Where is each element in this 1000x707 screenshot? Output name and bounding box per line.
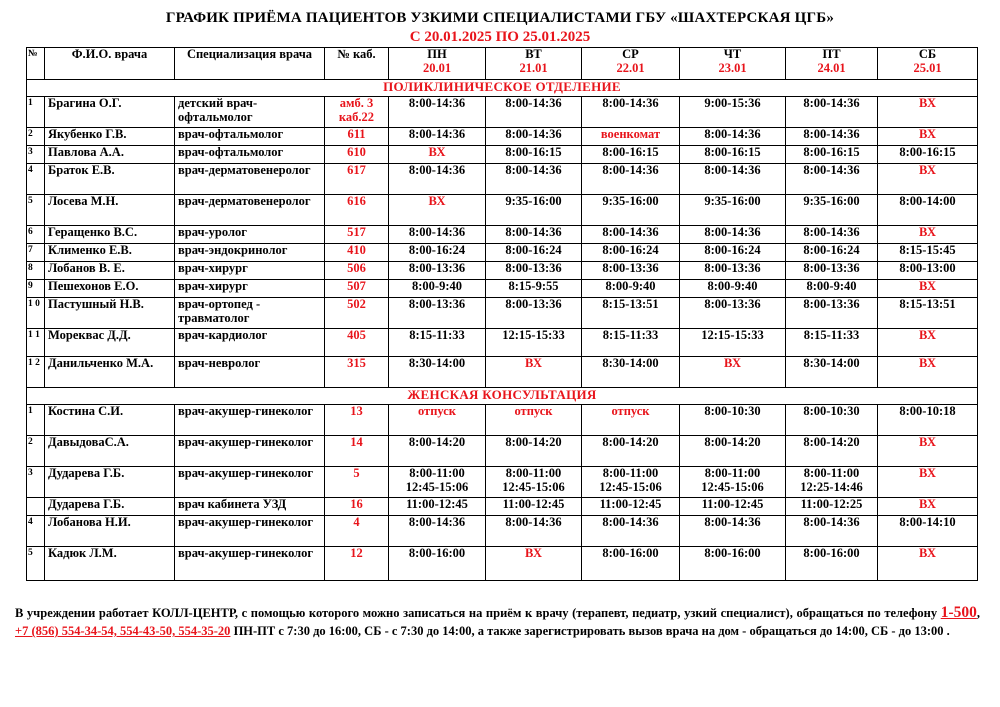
schedule-cell: 8:00-14:36 bbox=[786, 164, 878, 195]
row-number: 1 bbox=[27, 405, 45, 436]
room-number: 4 bbox=[325, 516, 389, 547]
schedule-cell: 8:15-15:45 bbox=[878, 244, 978, 262]
schedule-cell: военкомат bbox=[582, 128, 680, 146]
short-phone-number: 1-500 bbox=[940, 604, 977, 621]
room-number: 616 bbox=[325, 195, 389, 226]
schedule-cell: 8:00-16:24 bbox=[786, 244, 878, 262]
row-number: 9 bbox=[27, 280, 45, 298]
table-row bbox=[27, 280, 978, 298]
schedule-cell: 8:15-9:55 bbox=[486, 280, 582, 298]
schedule-cell: 8:30-14:00 bbox=[786, 357, 878, 388]
table-row bbox=[27, 498, 978, 516]
schedule-cell: 8:00-13:36 bbox=[680, 298, 786, 329]
schedule-cell: 8:00-14:36 bbox=[389, 97, 486, 128]
row-number: 5 bbox=[27, 195, 45, 226]
schedule-cell: 8:00-13:36 bbox=[389, 262, 486, 280]
doctor-name: ДавыдоваС.А. bbox=[45, 436, 175, 467]
schedule-cell: 8:30-14:00 bbox=[389, 357, 486, 388]
table-row bbox=[27, 97, 978, 128]
schedule-cell: 8:00-14:36 bbox=[389, 516, 486, 547]
schedule-cell: ВХ bbox=[878, 128, 978, 146]
schedule-cell: 8:15-11:33 bbox=[582, 329, 680, 357]
table-row bbox=[27, 164, 978, 195]
schedule-cell: 8:00-9:40 bbox=[680, 280, 786, 298]
row-number: 1 1 bbox=[27, 329, 45, 357]
schedule-cell: 8:00-13:36 bbox=[786, 262, 878, 280]
schedule-cell: 8:15-11:33 bbox=[786, 329, 878, 357]
doctor-name: Кадюк Л.М. bbox=[45, 547, 175, 581]
doctor-name: Лобанова Н.И. bbox=[45, 516, 175, 547]
row-number: 4 bbox=[27, 516, 45, 547]
schedule-cell: 8:00-14:36 bbox=[486, 164, 582, 195]
doctor-name: Данильченко М.А. bbox=[45, 357, 175, 388]
doctor-name: Браток Е.В. bbox=[45, 164, 175, 195]
doctor-name: Дударева Г.Б. bbox=[45, 467, 175, 498]
schedule-cell: отпуск bbox=[389, 405, 486, 436]
section-header-row bbox=[27, 388, 978, 405]
schedule-cell: 8:00-14:36 bbox=[786, 97, 878, 128]
doctor-specialization: врач-уролог bbox=[175, 226, 325, 244]
schedule-cell: 8:00-14:36 bbox=[389, 164, 486, 195]
header-spec: Специализация врача bbox=[175, 48, 325, 80]
table-row bbox=[27, 547, 978, 581]
schedule-cell: 8:00-14:36 bbox=[582, 226, 680, 244]
schedule-cell: 11:00-12:45 bbox=[389, 498, 486, 516]
row-number: 1 2 bbox=[27, 357, 45, 388]
schedule-cell: ВХ bbox=[389, 195, 486, 226]
schedule-cell: ВХ bbox=[878, 280, 978, 298]
schedule-cell: 8:00-11:00 12:45-15:06 bbox=[680, 467, 786, 498]
doctor-name: Лосева М.Н. bbox=[45, 195, 175, 226]
doctor-specialization: врач-акушер-гинеколог bbox=[175, 547, 325, 581]
schedule-cell: 9:00-15:36 bbox=[680, 97, 786, 128]
header-num: № bbox=[27, 48, 45, 80]
room-number: 16 bbox=[325, 498, 389, 516]
room-number: 405 bbox=[325, 329, 389, 357]
schedule-cell: 8:00-14:36 bbox=[486, 516, 582, 547]
room-number: 410 bbox=[325, 244, 389, 262]
schedule-cell: 11:00-12:45 bbox=[582, 498, 680, 516]
doctor-specialization: детский врач-офтальмолог bbox=[175, 97, 325, 128]
schedule-cell: 8:00-16:24 bbox=[582, 244, 680, 262]
doctor-specialization: врач-дерматовенеролог bbox=[175, 195, 325, 226]
row-number: 3 bbox=[27, 146, 45, 164]
doctor-name: Костина С.И. bbox=[45, 405, 175, 436]
schedule-cell: отпуск bbox=[486, 405, 582, 436]
room-number: амб. 3 каб.22 bbox=[325, 97, 389, 128]
schedule-cell: 8:00-13:36 bbox=[680, 262, 786, 280]
row-number: 3 bbox=[27, 467, 45, 498]
schedule-cell: 8:00-10:30 bbox=[680, 405, 786, 436]
schedule-cell: 8:00-16:15 bbox=[878, 146, 978, 164]
doctor-specialization: врач-эндокринолог bbox=[175, 244, 325, 262]
header-day-fri: ПТ 24.01 bbox=[786, 48, 878, 80]
schedule-cell: 8:15-11:33 bbox=[389, 329, 486, 357]
doctor-name: Якубенко Г.В. bbox=[45, 128, 175, 146]
table-row bbox=[27, 262, 978, 280]
schedule-cell: 8:00-9:40 bbox=[786, 280, 878, 298]
schedule-cell: 8:00-14:00 bbox=[878, 195, 978, 226]
row-number: 6 bbox=[27, 226, 45, 244]
schedule-cell: 8:00-16:00 bbox=[680, 547, 786, 581]
schedule-cell: 8:00-16:15 bbox=[582, 146, 680, 164]
schedule-cell: ВХ bbox=[486, 547, 582, 581]
table-row bbox=[27, 467, 978, 498]
row-number: 4 bbox=[27, 164, 45, 195]
schedule-body bbox=[27, 80, 978, 581]
doctor-specialization: врач-акушер-гинеколог bbox=[175, 516, 325, 547]
schedule-cell: ВХ bbox=[389, 146, 486, 164]
schedule-cell: 8:00-14:36 bbox=[680, 128, 786, 146]
schedule-cell: ВХ bbox=[486, 357, 582, 388]
schedule-cell: 8:00-10:18 bbox=[878, 405, 978, 436]
header-day-mon: ПН 20.01 bbox=[389, 48, 486, 80]
schedule-cell: 8:15-13:51 bbox=[582, 298, 680, 329]
schedule-cell: 8:00-16:15 bbox=[680, 146, 786, 164]
schedule-cell: 8:00-16:00 bbox=[786, 547, 878, 581]
header-day-thu: ЧТ 23.01 bbox=[680, 48, 786, 80]
schedule-cell: 11:00-12:45 bbox=[680, 498, 786, 516]
schedule-cell: 8:00-14:20 bbox=[486, 436, 582, 467]
doctor-specialization: врач-хирург bbox=[175, 280, 325, 298]
schedule-cell: 8:00-14:36 bbox=[680, 516, 786, 547]
schedule-cell: ВХ bbox=[878, 547, 978, 581]
schedule-cell: 9:35-16:00 bbox=[786, 195, 878, 226]
schedule-cell: 8:00-14:36 bbox=[486, 97, 582, 128]
schedule-cell: ВХ bbox=[878, 226, 978, 244]
schedule-cell: ВХ bbox=[878, 357, 978, 388]
schedule-cell: 12:15-15:33 bbox=[486, 329, 582, 357]
schedule-cell: 8:00-10:30 bbox=[786, 405, 878, 436]
section-header-row bbox=[27, 80, 978, 97]
room-number: 315 bbox=[325, 357, 389, 388]
schedule-cell: 8:00-11:00 12:45-15:06 bbox=[582, 467, 680, 498]
schedule-cell: 8:00-13:36 bbox=[486, 262, 582, 280]
room-number: 507 bbox=[325, 280, 389, 298]
room-number: 14 bbox=[325, 436, 389, 467]
table-row bbox=[27, 516, 978, 547]
table-header-row bbox=[27, 48, 978, 80]
schedule-cell: 8:00-16:15 bbox=[486, 146, 582, 164]
schedule-cell: 8:15-13:51 bbox=[878, 298, 978, 329]
table-row bbox=[27, 357, 978, 388]
doctor-name: Лобанов В. Е. bbox=[45, 262, 175, 280]
doctor-specialization: врач-дерматовенеролог bbox=[175, 164, 325, 195]
doctor-specialization: врач-ортопед - травматолог bbox=[175, 298, 325, 329]
schedule-cell: 9:35-16:00 bbox=[680, 195, 786, 226]
doctor-specialization: врач-акушер-гинеколог bbox=[175, 405, 325, 436]
schedule-cell: 8:00-16:24 bbox=[680, 244, 786, 262]
schedule-cell: 8:00-16:00 bbox=[389, 547, 486, 581]
row-number: 1 0 bbox=[27, 298, 45, 329]
schedule-table bbox=[26, 47, 978, 581]
schedule-cell: 8:00-14:36 bbox=[486, 226, 582, 244]
row-number: 1 bbox=[27, 97, 45, 128]
doctor-specialization: врач-хирург bbox=[175, 262, 325, 280]
schedule-cell: 8:00-13:36 bbox=[486, 298, 582, 329]
schedule-cell: 8:00-9:40 bbox=[389, 280, 486, 298]
room-number: 12 bbox=[325, 547, 389, 581]
doctor-name: Пешехонов Е.О. bbox=[45, 280, 175, 298]
schedule-cell: 8:00-14:20 bbox=[582, 436, 680, 467]
schedule-cell: 8:00-14:20 bbox=[389, 436, 486, 467]
schedule-cell: 8:00-13:36 bbox=[786, 298, 878, 329]
doctor-name: Морекваc Д.Д. bbox=[45, 329, 175, 357]
schedule-cell: 8:00-9:40 bbox=[582, 280, 680, 298]
schedule-cell: 11:00-12:45 bbox=[486, 498, 582, 516]
schedule-cell: 8:00-11:00 12:45-15:06 bbox=[486, 467, 582, 498]
schedule-cell: 8:00-14:36 bbox=[582, 516, 680, 547]
schedule-cell: 8:30-14:00 bbox=[582, 357, 680, 388]
schedule-cell: 8:00-13:36 bbox=[389, 298, 486, 329]
row-number: 8 bbox=[27, 262, 45, 280]
schedule-cell: ВХ bbox=[878, 498, 978, 516]
schedule-cell: 8:00-14:36 bbox=[680, 226, 786, 244]
doctor-name: Пастушный Н.В. bbox=[45, 298, 175, 329]
schedule-cell: ВХ bbox=[878, 97, 978, 128]
doctor-specialization: врач-офтальмолог bbox=[175, 146, 325, 164]
schedule-cell: ВХ bbox=[878, 164, 978, 195]
schedule-period: С 20.01.2025 ПО 25.01.2025 bbox=[409, 29, 591, 45]
header-room: № каб. bbox=[325, 48, 389, 80]
doctor-specialization: врач кабинета УЗД bbox=[175, 498, 325, 516]
room-number: 517 bbox=[325, 226, 389, 244]
schedule-cell: 9:35-16:00 bbox=[582, 195, 680, 226]
table-row bbox=[27, 195, 978, 226]
row-number: 7 bbox=[27, 244, 45, 262]
room-number: 610 bbox=[325, 146, 389, 164]
schedule-cell: ВХ bbox=[878, 329, 978, 357]
doctor-specialization: врач-акушер-гинеколог bbox=[175, 436, 325, 467]
schedule-cell: 8:00-14:36 bbox=[786, 516, 878, 547]
schedule-cell: 8:00-14:36 bbox=[786, 226, 878, 244]
doctor-name: Дударева Г.Б. bbox=[45, 498, 175, 516]
room-number: 506 bbox=[325, 262, 389, 280]
row-number: 2 bbox=[27, 436, 45, 467]
doctor-specialization: врач-акушер-гинеколог bbox=[175, 467, 325, 498]
table-row bbox=[27, 244, 978, 262]
header-name: Ф.И.О. врача bbox=[45, 48, 175, 80]
doctor-specialization: врач-офтальмолог bbox=[175, 128, 325, 146]
schedule-cell: 8:00-14:36 bbox=[582, 164, 680, 195]
schedule-cell: 8:00-13:36 bbox=[582, 262, 680, 280]
schedule-cell: 8:00-14:36 bbox=[389, 128, 486, 146]
table-row bbox=[27, 405, 978, 436]
schedule-cell: 8:00-11:00 12:25-14:46 bbox=[786, 467, 878, 498]
row-number: 5 bbox=[27, 547, 45, 581]
phone-numbers: +7 (856) 554-34-54, 554-43-50, 554-35-20 bbox=[15, 624, 231, 638]
room-number: 5 bbox=[325, 467, 389, 498]
schedule-cell: 8:00-14:36 bbox=[486, 128, 582, 146]
schedule-cell: 8:00-14:36 bbox=[786, 128, 878, 146]
schedule-cell: 8:00-14:20 bbox=[786, 436, 878, 467]
doctor-name: Брагина О.Г. bbox=[45, 97, 175, 128]
header-day-wed: СР 22.01 bbox=[582, 48, 680, 80]
schedule-cell: 8:00-13:00 bbox=[878, 262, 978, 280]
room-number: 611 bbox=[325, 128, 389, 146]
schedule-cell: ВХ bbox=[878, 436, 978, 467]
schedule-cell: 8:00-11:00 12:45-15:06 bbox=[389, 467, 486, 498]
schedule-cell: ВХ bbox=[878, 467, 978, 498]
row-number bbox=[27, 498, 45, 516]
doctor-specialization: врач-кардиолог bbox=[175, 329, 325, 357]
room-number: 617 bbox=[325, 164, 389, 195]
row-number: 2 bbox=[27, 128, 45, 146]
header-day-sat: СБ 25.01 bbox=[878, 48, 978, 80]
table-row bbox=[27, 146, 978, 164]
doctor-name: Клименко Е.В. bbox=[45, 244, 175, 262]
schedule-cell: ВХ bbox=[680, 357, 786, 388]
schedule-cell: 8:00-14:10 bbox=[878, 516, 978, 547]
room-number: 13 bbox=[325, 405, 389, 436]
section-title: ПОЛИКЛИНИЧЕСКОЕ ОТДЕЛЕНИЕ bbox=[27, 80, 978, 97]
header-day-tue: ВТ 21.01 bbox=[486, 48, 582, 80]
page-title: ГРАФИК ПРИЁМА ПАЦИЕНТОВ УЗКИМИ СПЕЦИАЛИСТАМИ ГБУ «ШАХТЕРСКАЯ ЦГБ» bbox=[165, 10, 835, 26]
schedule-cell: 8:00-16:15 bbox=[786, 146, 878, 164]
table-row bbox=[27, 298, 978, 329]
schedule-cell: 8:00-14:36 bbox=[582, 97, 680, 128]
room-number: 502 bbox=[325, 298, 389, 329]
schedule-cell: 12:15-15:33 bbox=[680, 329, 786, 357]
schedule-cell: 8:00-14:36 bbox=[389, 226, 486, 244]
table-row bbox=[27, 128, 978, 146]
section-title: ЖЕНСКАЯ КОНСУЛЬТАЦИЯ bbox=[27, 388, 978, 405]
schedule-cell: 8:00-14:20 bbox=[680, 436, 786, 467]
schedule-cell: 8:00-16:24 bbox=[486, 244, 582, 262]
doctor-name: Павлова А.А. bbox=[45, 146, 175, 164]
doctor-name: Геращенко В.С. bbox=[45, 226, 175, 244]
table-row bbox=[27, 329, 978, 357]
call-center-note: В учреждении работает КОЛЛ-ЦЕНТР, с помощью которого можно записаться на приём к врачу (терапевт, педиатр, узкий специалист), обращаться по телефону 1-500, +7 (856) 554-34-54, 554-43-50, 554-35-20 ПН-ПТ с 7:30 до 16:00, СБ - с 7:30 до 14:00, а также зарегистрировать вызов врача на дом - обращаться до 14:00, СБ - до 13:00 . bbox=[15, 604, 980, 638]
schedule-cell: отпуск bbox=[582, 405, 680, 436]
table-row bbox=[27, 436, 978, 467]
schedule-cell: 9:35-16:00 bbox=[486, 195, 582, 226]
schedule-cell: 8:00-16:24 bbox=[389, 244, 486, 262]
schedule-cell: 11:00-12:25 bbox=[786, 498, 878, 516]
schedule-cell: 8:00-14:36 bbox=[680, 164, 786, 195]
doctor-specialization: врач-невролог bbox=[175, 357, 325, 388]
table-row bbox=[27, 226, 978, 244]
schedule-cell: 8:00-16:00 bbox=[582, 547, 680, 581]
